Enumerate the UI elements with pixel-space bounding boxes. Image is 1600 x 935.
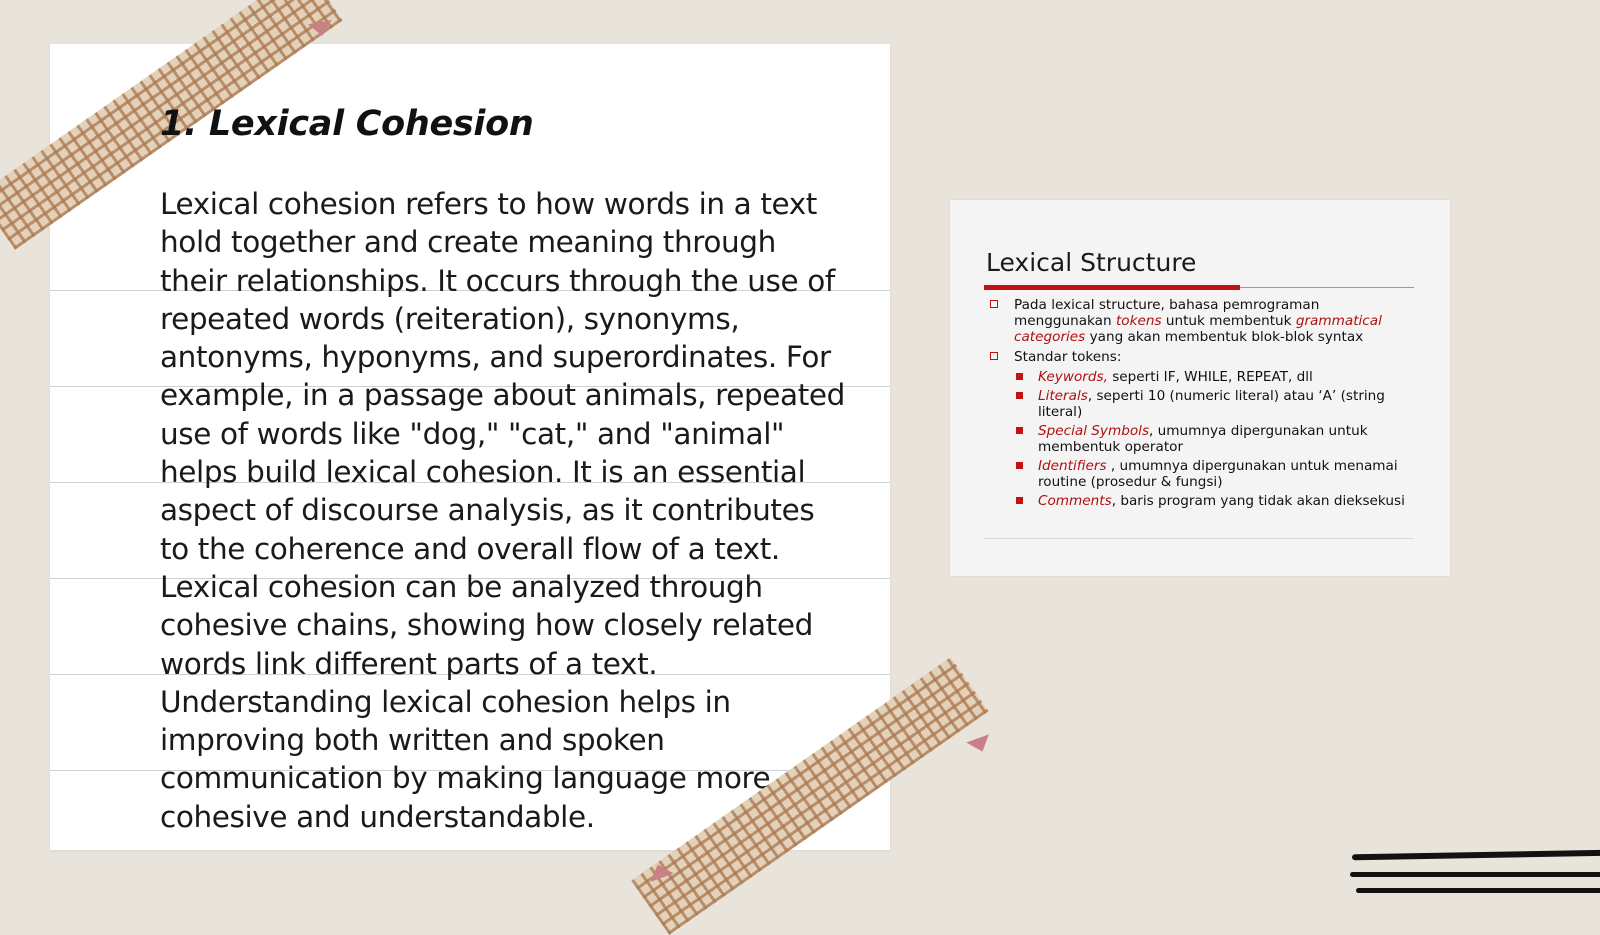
note-body-text: Lexical cohesion refers to how words in a text hold together and create meaning through their relationships. It occurs through the use of repeated words (reiteration), synonyms, antonyms, hyponyms, and superordinates. For example, in a passage about animals, repeated use of words like "dog," "cat," and "animal" helps build lexical cohesion. It is an essential aspect of discourse analysis, as it contributes to the coherence and overall flow of a text. Lexical cohesion can be analyzed through cohesive chains, showing how closely related words link different parts of a text. Understanding lexical cohesion helps in improving both written and spoken communication by making language more cohesive and understandable. [160, 187, 845, 834]
token-description: seperti IF, WHILE, REPEAT, dll [1107, 369, 1313, 385]
bullet-text: Standar tokens: [1014, 349, 1122, 365]
slide-sub-bullet-item [990, 369, 1415, 385]
filled-square-bullet-icon [1016, 427, 1023, 434]
token-term: Literals [1038, 388, 1088, 404]
bullet-term: grammatical categories [1014, 313, 1382, 345]
page-title: 1. Lexical Cohesion [160, 104, 534, 144]
slide-title-underline [984, 285, 1240, 290]
filled-square-bullet-icon [1016, 373, 1023, 380]
bullet-text: Pada lexical structure, bahasa pemrograman menggunakan [1014, 297, 1320, 329]
pin-icon [308, 20, 334, 38]
slide-image-lexical-structure [950, 200, 1450, 576]
token-term: Identifiers [1038, 458, 1107, 474]
slide-sub-bullet-item [990, 458, 1415, 490]
bullet-text: yang akan membentuk blok-blok syntax [1085, 329, 1364, 345]
token-term: Special Symbols [1038, 423, 1150, 439]
bullet-term: tokens [1115, 313, 1162, 329]
token-term: Keywords, [1038, 369, 1108, 385]
slide-bullet-list [990, 297, 1415, 512]
token-description: , umumnya dipergunakan untuk menamai routine (prosedur & fungsi) [1038, 458, 1398, 490]
slide-bullet-item [990, 297, 1415, 345]
slide-bottom-rule [984, 538, 1414, 539]
filled-square-bullet-icon [1016, 392, 1023, 399]
hollow-square-bullet-icon [990, 352, 998, 360]
filled-square-bullet-icon [1016, 462, 1023, 469]
token-term: Comments [1038, 493, 1112, 509]
bullet-text: untuk membentuk [1161, 313, 1296, 329]
slide-sub-bullet-item [990, 423, 1415, 455]
token-description: , baris program yang tidak akan dieksekusi [1111, 493, 1405, 509]
brush-stroke-decoration [1352, 850, 1600, 861]
slide-sub-bullet-item [990, 388, 1415, 420]
token-description: , seperti 10 (numeric literal) atau ‘A’ (string literal) [1038, 388, 1385, 420]
filled-square-bullet-icon [1016, 497, 1023, 504]
pin-icon [966, 734, 993, 755]
token-description: , umumnya dipergunakan untuk membentuk operator [1038, 423, 1368, 455]
brush-stroke-decoration [1356, 888, 1600, 893]
slide-bullet-item [990, 349, 1415, 365]
slide-title-rule [1240, 287, 1414, 288]
hollow-square-bullet-icon [990, 300, 998, 308]
slide-title: Lexical Structure [986, 248, 1197, 277]
brush-stroke-decoration [1350, 872, 1600, 877]
slide-sub-bullet-item [990, 493, 1415, 509]
